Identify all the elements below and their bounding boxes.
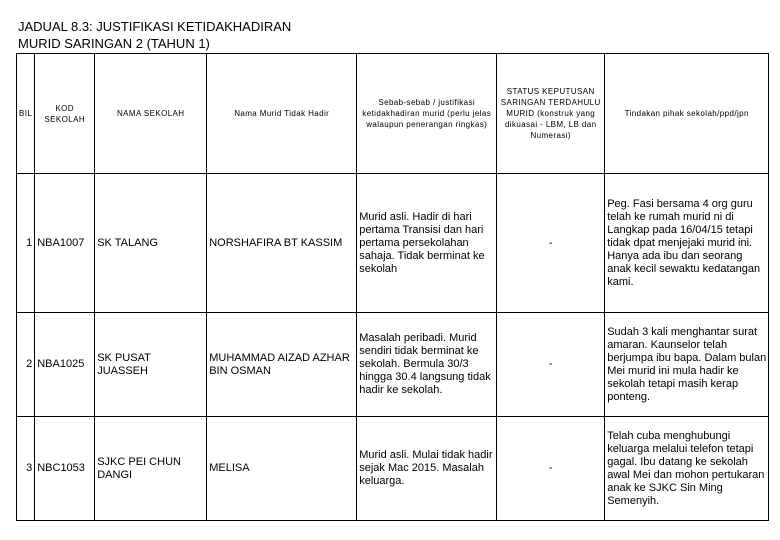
cell-tindakan: Telah cuba menghubungi keluarga melalui telefon tetapi gagal. Ibu datang ke sekolah awal Mei dan mohon pertukaran anak ke SJKC Sin Ming Semenyih. [605,417,769,521]
cell-bil: 1 [17,174,35,313]
cell-nama-murid: MUHAMMAD AIZAD AZHAR BIN OSMAN [207,313,357,417]
cell-status: - [497,417,605,521]
header-bil: BIL [17,54,35,174]
header-row [17,54,769,174]
table-row [17,417,769,521]
title-line-1: JADUAL 8.3: JUSTIFIKASI KETIDAKHADIRAN [18,19,292,34]
cell-status: - [497,313,605,417]
table-row [17,174,769,313]
cell-status: - [497,174,605,313]
cell-nama-murid: MELISA [207,417,357,521]
table-row [17,313,769,417]
cell-kod-sekolah: NBA1007 [35,174,95,313]
cell-sebab: Masalah peribadi. Murid sendiri tidak berminat ke sekolah. Bermula 30/3 hingga 30.4 langsung tidak hadir ke sekolah. [357,313,497,417]
justification-table [16,53,769,521]
header-status: STATUS KEPUTUSAN SARINGAN TERDAHULU MURID (konstruk yang dikuasai - LBM, LB dan Numerasi) [497,54,605,174]
cell-kod-sekolah: NBC1053 [35,417,95,521]
header-nama-murid: Nama Murid Tidak Hadir [207,54,357,174]
cell-nama-murid: NORSHAFIRA BT KASSIM [207,174,357,313]
cell-kod-sekolah: NBA1025 [35,313,95,417]
cell-bil: 2 [17,313,35,417]
cell-nama-sekolah: SK PUSAT JUASSEH [95,313,207,417]
cell-sebab: Murid asli. Hadir di hari pertama Transisi dan hari pertama persekolahan sahaja. Tidak berminat ke sekolah [357,174,497,313]
cell-tindakan: Sudah 3 kali menghantar surat amaran. Kaunselor telah berjumpa ibu bapa. Dalam bulan Mei murid ini mula hadir ke sekolah tetapi masih kerap ponteng. [605,313,769,417]
title-line-2: MURID SARINGAN 2 (TAHUN 1) [18,36,210,51]
cell-nama-sekolah: SK TALANG [95,174,207,313]
cell-nama-sekolah: SJKC PEI CHUN DANGI [95,417,207,521]
header-tindakan: Tindakan pihak sekolah/ppd/jpn [605,54,769,174]
header-sebab: Sebab-sebab / justifikasi ketidakhadiran murid (perlu jelas walaupun penerangan ringkas) [357,54,497,174]
cell-sebab: Murid asli. Mulai tidak hadir sejak Mac 2015. Masalah keluarga. [357,417,497,521]
cell-bil: 3 [17,417,35,521]
document-title [18,18,291,52]
cell-tindakan: Peg. Fasi bersama 4 org guru telah ke rumah murid ni di Langkap pada 16/04/15 tetapi tidak dpat menjejaki murid ini. Hanya ada ibu dan seorang anak kecil sewaktu kedatangan kami. [605,174,769,313]
header-kod-sekolah: KOD SEKOLAH [35,54,95,174]
header-nama-sekolah: NAMA SEKOLAH [95,54,207,174]
